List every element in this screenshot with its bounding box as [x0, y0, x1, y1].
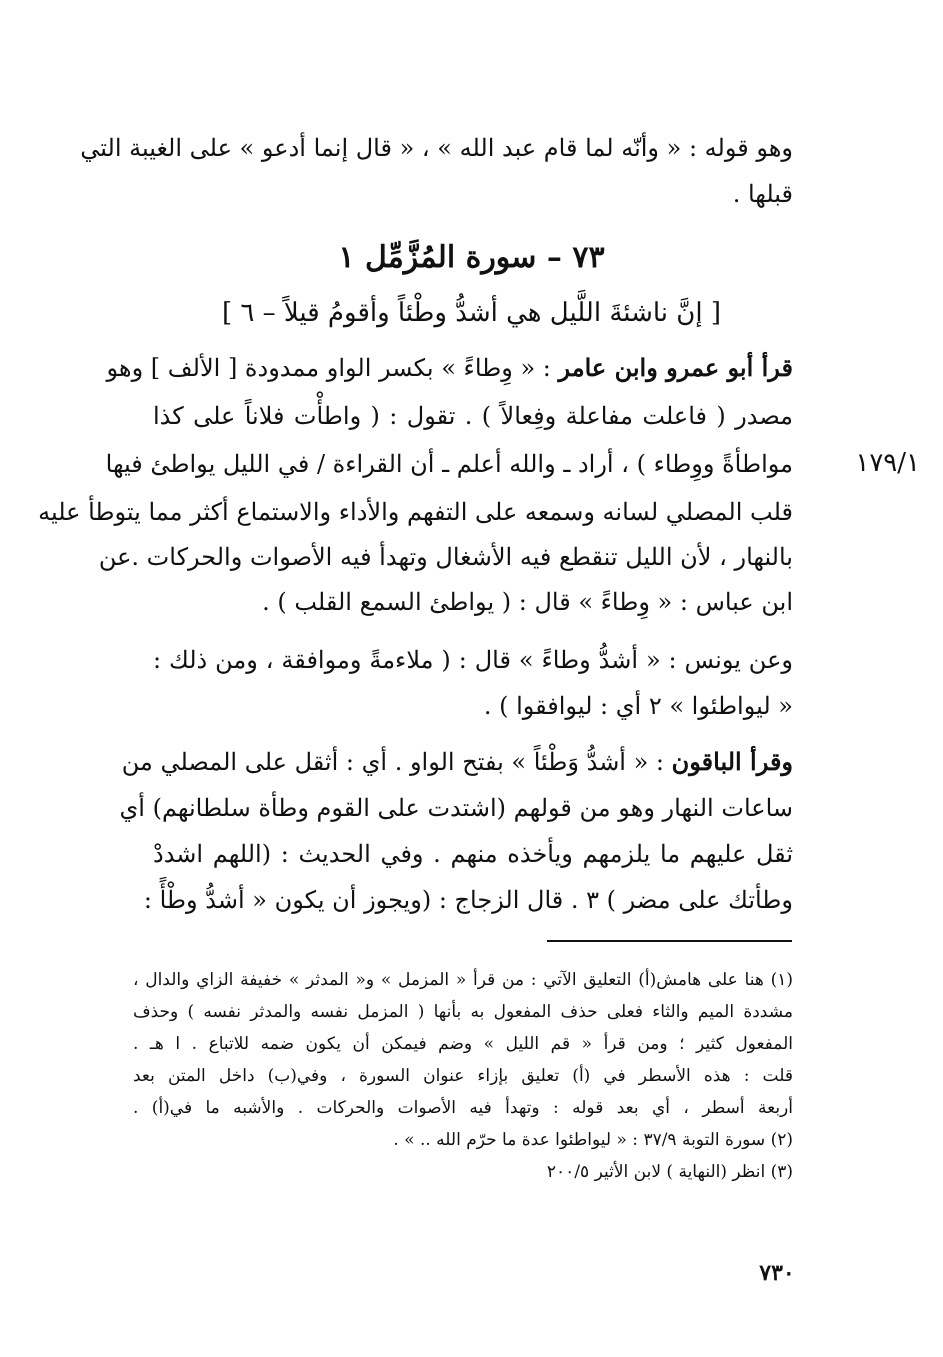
reader-names: وقرأ الباقون: [671, 747, 793, 776]
para3-line-3: ثقل عليهم ما يلزمهم ويأخذه منهم . وفي الحديث : (اللهم اشددْ: [153, 840, 793, 868]
footnote-line-6: (٢) سورة التوبة ٣٧/٩ : « ليواطئوا عدة ما حرّم الله .. » .: [393, 1130, 793, 1150]
para3-line-2: ساعات النهار وهو من قولهم (اشتدت على القوم وطأة سلطانهم) أي: [119, 794, 793, 822]
para1-line-1: قرأ أبو عمرو وابن عامر : « وِطاءً » بكسر الواو ممدودة [ الألف ] وهو: [106, 353, 793, 382]
margin-reference: ١٧٩/١: [855, 448, 920, 478]
para3-line-1: وقرأ الباقون : « أشدُّ وَطْئاً » بفتح الواو . أي : أثقل على المصلي من: [121, 747, 793, 776]
page-number: ٧٣٠: [759, 1260, 795, 1286]
verse-text: [ إنَّ ناشئةَ اللَّيل هي أشدُّ وطْئاً وأقومُ قيلاً – ٦ ]: [221, 298, 722, 328]
para1-line-5: بالنهار ، لأن الليل تنقطع فيه الأشغال وتهدأ فيه الأصوات والحركات .عن: [98, 543, 793, 571]
reader-names: قرأ أبو عمرو وابن عامر: [558, 353, 793, 382]
para1-line-2: مصدر ( فاعلت مفاعلة وفِعالاً ) . تقول : ( واطأْت فلاناً على كذا: [153, 402, 793, 430]
para1-line-6: ابن عباس : « وِطاءً » قال : ( يواطئ السمع القلب ) .: [262, 588, 793, 616]
para1-line-4: قلب المصلي لسانه وسمعه على التفهم والأداء والاستماع أكثر مما يتوطأ عليه: [38, 498, 793, 526]
footnote-divider: [547, 940, 792, 942]
para2-line-1: وعن يونس : « أشدُّ وطاءً » قال : ( ملاءمةً وموافقة ، ومن ذلك :: [153, 646, 793, 674]
para2-line-2: « ليواطئوا » ٢ أي : ليوافقوا ) .: [483, 692, 793, 720]
para3-line-4: وطأتك على مضر ) ٣ . قال الزجاج : (ويجوز أن يكون « أشدُّ وطْأً :: [143, 886, 793, 914]
footnote-line-1: (١) هنا على هامش(أ) التعليق الآتي : من قرأ « المزمل » و« المدثر » خفيفة الزاي والدال ،: [133, 970, 793, 990]
footnote-line-7: (٣) انظر (النهاية ) لابن الأثير ٢٠٠/٥: [546, 1162, 793, 1182]
footnote-line-5: أربعة أسطر ، أي بعد قوله : وتهدأ فيه الأصوات والحركات . والأشبه ما في(أ) .: [133, 1098, 793, 1118]
footnote-line-3: المفعول كثير ؛ ومن قرأ « قم الليل » وضم فيمكن أن يكون ضمه للاتباع . ا هـ .: [133, 1034, 793, 1054]
intro-line-2: قبلها .: [732, 180, 793, 208]
intro-line-1: وهو قوله : « وأنّه لما قام عبد الله » ، « قال إنما أدعو » على الغيبة التي: [80, 134, 793, 162]
surah-heading: ٧٣ – سورة المُزَّمِّل ١: [338, 240, 605, 275]
footnote-line-4: قلت : هذه الأسطر في (أ) تعليق بإزاء عنوان السورة ، وفي(ب) داخل المتن بعد: [133, 1066, 793, 1086]
para1-line-3: مواطأةً ووِطاء ) ، أراد ـ والله أعلم ـ أن القراءة / في الليل يواطئ فيها: [105, 450, 793, 478]
footnote-line-2: مشددة الميم والثاء فعلى حذف المفعول به بأنها ( المزمل نفسه والمدثر نفسه ) وحذف: [133, 1002, 793, 1022]
